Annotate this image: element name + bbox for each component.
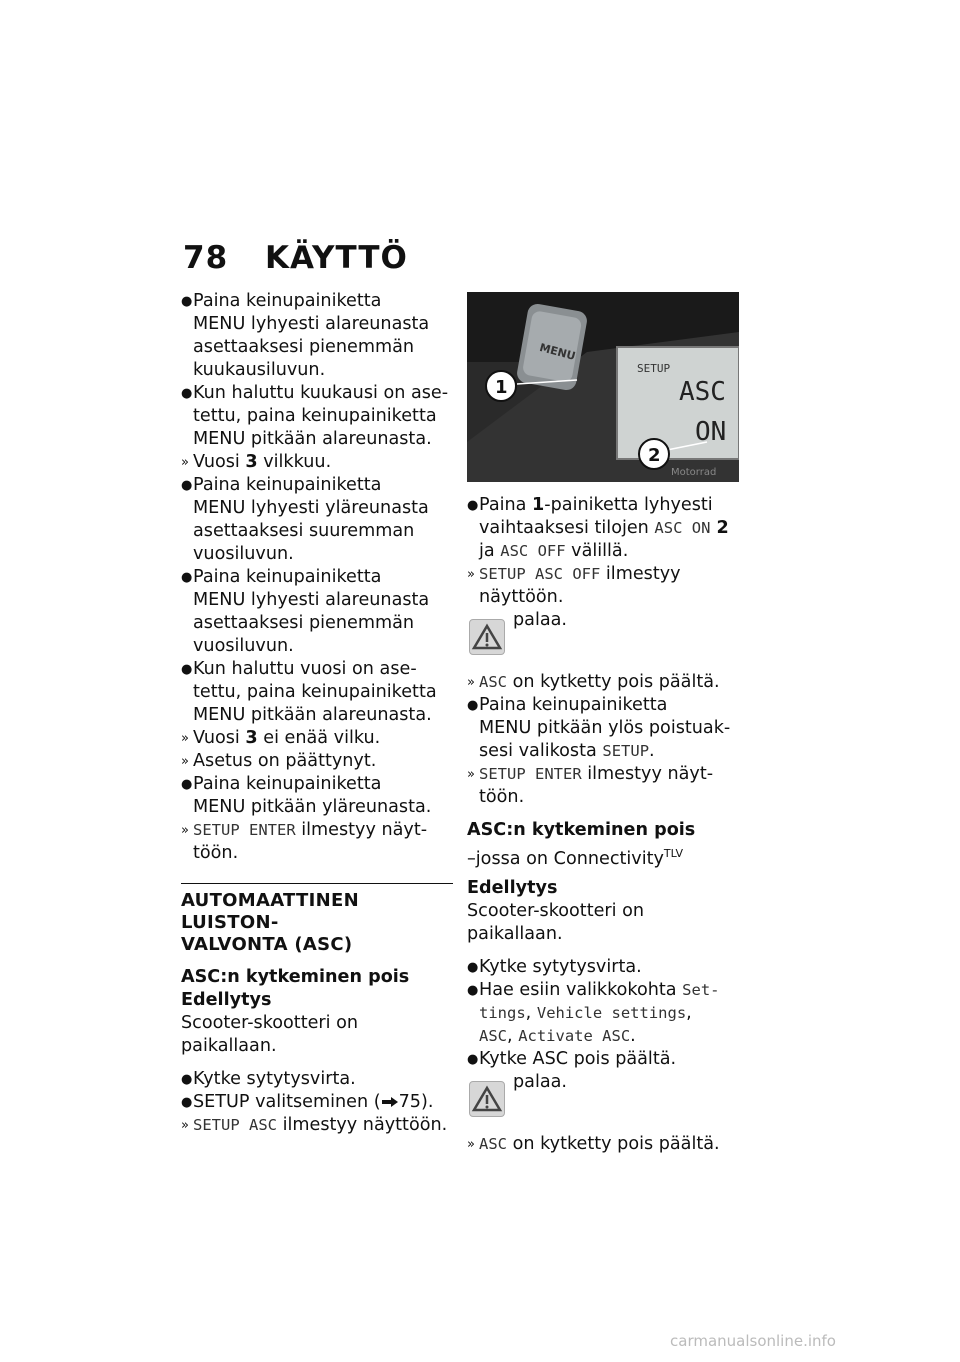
list-item: ● Paina keinupainiketta [181, 567, 382, 587]
footer-watermark: carmanualsonline.info [670, 1332, 836, 1350]
bullet-icon: ● [181, 1072, 193, 1087]
list-item: ● Paina keinupainiketta [181, 291, 382, 311]
right-column [467, 292, 742, 1156]
list-item: ● Paina 1-painiketta lyhyesti [467, 495, 713, 515]
list-item: sesi valikosta SETUP. [479, 741, 655, 761]
bullet-icon: ● [181, 294, 193, 309]
result-arrow-icon: » [181, 823, 189, 838]
bullet-icon: ● [181, 777, 193, 792]
result-arrow-icon: » [181, 731, 189, 746]
list-item: ● Kun haluttu kuukausi on ase- [181, 383, 449, 403]
result-arrow-icon: » [181, 1118, 189, 1133]
bullet-list-1 [181, 290, 453, 451]
list-item: ASC, Activate ASC. [479, 1025, 636, 1046]
result-item-cont: töön. [479, 787, 525, 807]
callout-1: 1 [495, 377, 508, 398]
bullet-icon: ● [181, 570, 193, 585]
list-item: kuukausiluvun. [193, 360, 326, 380]
asc-warning-icon [469, 619, 505, 655]
bullet-icon: ● [467, 698, 479, 713]
result-item: » Vuosi 3 vilkkuu. [181, 452, 332, 472]
bullet-icon: ● [181, 662, 193, 677]
list-item: asettaaksesi pienemmän [193, 337, 415, 357]
result-item: » SETUP ENTER ilmestyy näyt- [181, 820, 428, 840]
list-item: asettaaksesi pienemmän [193, 613, 415, 633]
bullet-icon: ● [181, 478, 193, 493]
subsection-title: ASC:n kytkeminen pois [467, 820, 696, 840]
result-item-cont: näyttöön. [479, 587, 564, 607]
result-item: » SETUP ASC OFF ilmestyy [467, 564, 681, 584]
list-item: ● Kytke sytytysvirta. [467, 956, 642, 977]
page-reference-arrow-icon [381, 1097, 399, 1107]
page-number: 78 [183, 240, 229, 276]
list-item: ● Hae esiin valikkokohta Set- [467, 979, 720, 1000]
result-arrow-icon: » [467, 567, 475, 582]
condition-text: Scooter-skootteri on paikallaan. [467, 900, 645, 944]
list-item: MENU lyhyesti alareunasta [193, 590, 430, 610]
result-item: » Asetus on päättynyt. [181, 751, 377, 771]
result-item: » SETUP ENTER ilmestyy näyt- [467, 764, 714, 784]
condition-text: Scooter-skootteri on paikallaan. [181, 1013, 359, 1056]
list-item: vaihtaaksesi tilojen ASC ON 2 [479, 518, 729, 538]
list-item: vuosiluvun. [193, 544, 294, 564]
list-item: ja ASC OFF välillä. [479, 541, 629, 561]
result-arrow-icon: » [181, 455, 189, 470]
list-item: ● Kytke ASC pois päältä. [467, 1048, 677, 1069]
chapter-title: KÄYTTÖ [265, 240, 408, 276]
page-header [183, 240, 408, 276]
list-item: MENU pitkään yläreunasta. [193, 797, 432, 817]
result-arrow-icon: » [181, 754, 189, 769]
asc-warning-icon [469, 1081, 505, 1117]
section-heading: AUTOMAATTINEN LUISTON- VALVONTA (ASC) [181, 883, 453, 956]
warning-indicator-row: palaa. [467, 1071, 742, 1133]
bullet-icon: ● [181, 386, 193, 401]
bullet-icon: ● [467, 1051, 479, 1067]
list-item: ● Paina keinupainiketta [181, 774, 382, 794]
list-item: MENU pitkään alareunasta. [193, 429, 432, 449]
list-item: ● Kun haluttu vuosi on ase- [181, 659, 417, 679]
dashboard-photo [467, 292, 739, 482]
condition-title: Edellytys [181, 990, 272, 1010]
result-item: » SETUP ASC ilmestyy näyttöön. [181, 1115, 448, 1135]
menu-button-label: MENU [538, 340, 577, 363]
result-item: » ASC on kytketty pois päältä. [467, 1133, 720, 1154]
result-arrow-icon: » [467, 1136, 475, 1152]
list-item: ● SETUP valitseminen ( 75). [181, 1092, 434, 1112]
display-asc: ASC [679, 377, 726, 407]
list-item: asettaaksesi suuremman [193, 521, 415, 541]
list-item: MENU pitkään ylös poistuak- [479, 718, 731, 738]
left-column [181, 290, 453, 1137]
list-item: tettu, paina keinupainiketta [193, 406, 437, 426]
display-on: ON [695, 417, 727, 447]
list-item: MENU pitkään alareunasta. [193, 705, 432, 725]
result-item: » Vuosi 3 ei enää vilku. [181, 728, 381, 748]
list-item: ● Paina keinupainiketta [181, 475, 382, 495]
result-item-cont: töön. [193, 843, 239, 863]
subsection-title: ASC:n kytkeminen pois [181, 967, 410, 987]
photo-watermark: Motorrad [671, 467, 717, 478]
result-arrow-icon: » [467, 767, 475, 782]
bullet-icon: ● [467, 959, 479, 975]
list-item: vuosiluvun. [193, 636, 294, 656]
result-arrow-icon: » [467, 675, 475, 690]
list-item: tettu, paina keinupainiketta [193, 682, 437, 702]
bullet-icon: ● [181, 1095, 193, 1110]
condition-title: Edellytys [467, 877, 558, 898]
bullet-icon: ● [467, 498, 479, 513]
subsection-variant: –jossa on Connectivity$^{TLV}$ [467, 847, 684, 869]
list-item: ● Kytke sytytysvirta. [181, 1069, 356, 1089]
display-setup: SETUP [637, 362, 671, 375]
list-item: MENU lyhyesti alareunasta [193, 314, 430, 334]
warning-indicator-row: palaa. [467, 609, 742, 671]
list-item: MENU lyhyesti yläreunasta [193, 498, 429, 518]
list-item: tings, Vehicle settings, [479, 1002, 692, 1023]
callout-2: 2 [648, 445, 661, 466]
bullet-icon: ● [467, 982, 479, 998]
bullet-list-2 [181, 474, 453, 727]
list-item: ● Paina keinupainiketta [467, 695, 668, 715]
result-item: » ASC on kytketty pois päältä. [467, 672, 720, 692]
